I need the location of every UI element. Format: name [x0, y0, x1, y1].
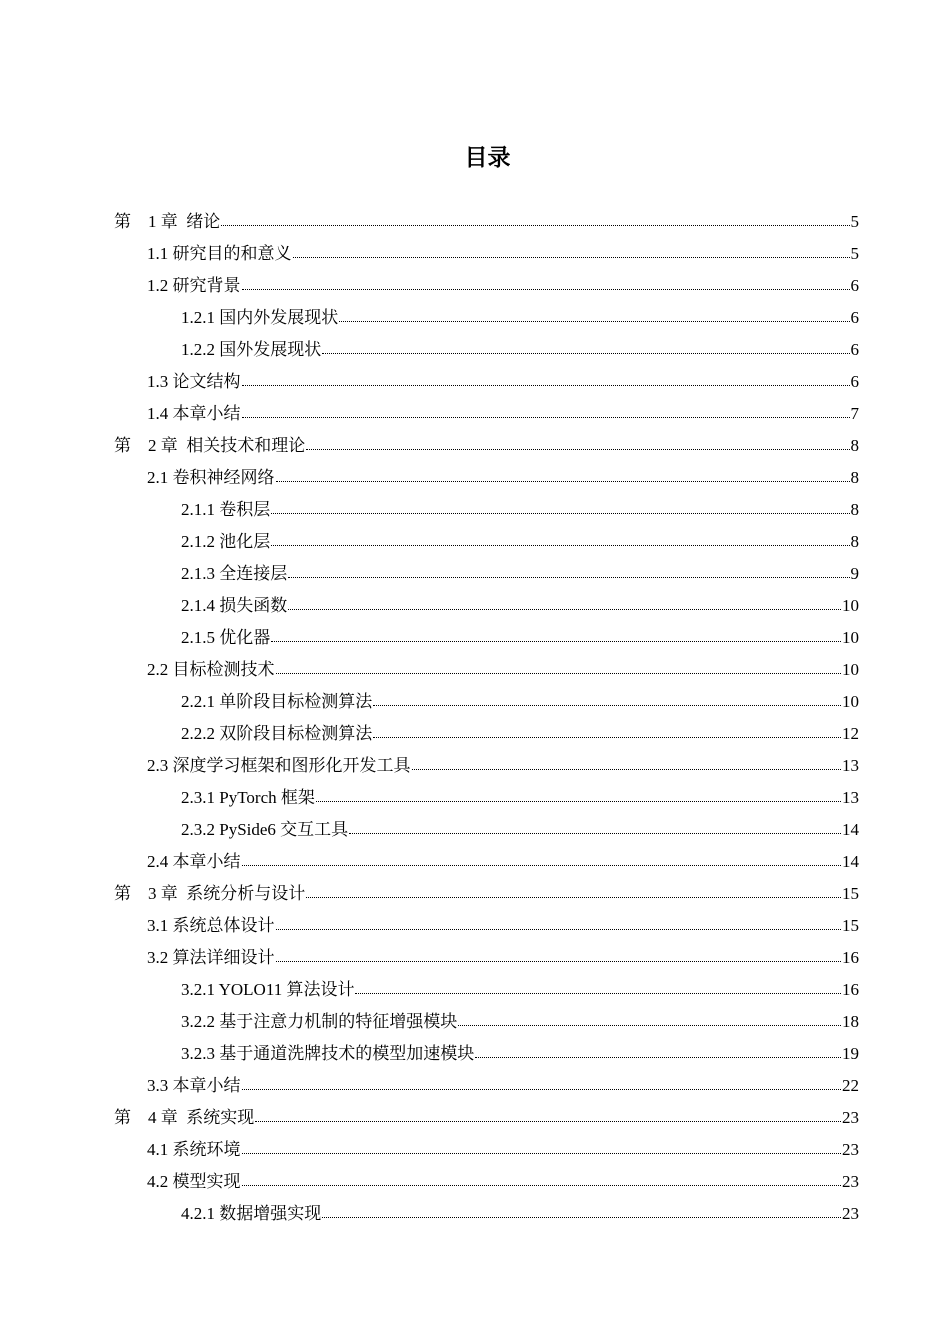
toc-entry[interactable]: [0, 398, 950, 430]
dot-leader: [242, 289, 850, 290]
dot-leader: [271, 641, 841, 642]
toc-entry-label: 2.1.2 池化层: [181, 532, 271, 551]
toc-entry[interactable]: [0, 238, 950, 270]
toc-entry-page-number: 12: [842, 724, 859, 743]
toc-entry[interactable]: [0, 334, 950, 366]
toc-entry-label: 1.1 研究目的和意义: [147, 244, 292, 263]
toc-entry-page-number: 10: [842, 596, 859, 615]
toc-entry[interactable]: [0, 686, 950, 718]
dot-leader: [475, 1057, 841, 1058]
toc-entry-page-number: 9: [850, 564, 859, 583]
dot-leader: [221, 225, 849, 226]
toc-entry[interactable]: [0, 590, 950, 622]
toc-entry-page-number: 10: [842, 660, 859, 679]
toc-entry-page-number: 5: [850, 244, 859, 263]
toc-entry-page-number: 23: [842, 1140, 859, 1159]
toc-list: [0, 206, 950, 1230]
toc-entry[interactable]: [0, 270, 950, 302]
toc-entry-page-number: 15: [842, 884, 859, 903]
toc-entry-page-number: 23: [842, 1204, 859, 1223]
dot-leader: [276, 673, 842, 674]
toc-entry-label: 2.2.1 单阶段目标检测算法: [181, 692, 373, 711]
toc-entry-label: 1.4 本章小结: [147, 404, 241, 423]
toc-entry[interactable]: [0, 718, 950, 750]
toc-entry[interactable]: [0, 1134, 950, 1166]
toc-entry-page-number: 5: [850, 212, 859, 231]
toc-entry[interactable]: [0, 1006, 950, 1038]
toc-entry-label: 第 4 章 系统实现: [114, 1108, 255, 1127]
dot-leader: [322, 1217, 841, 1218]
toc-entry-page-number: 15: [842, 916, 859, 935]
toc-entry-label: 第 1 章 绪论: [114, 212, 221, 231]
toc-entry-label: 1.2.1 国内外发展现状: [181, 308, 339, 327]
toc-entry-page-number: 13: [842, 788, 859, 807]
dot-leader: [316, 801, 841, 802]
toc-entry-page-number: 6: [850, 308, 859, 327]
toc-entry-page-number: 6: [850, 372, 859, 391]
toc-entry-page-number: 19: [842, 1044, 859, 1063]
toc-entry-label: 4.1 系统环境: [147, 1140, 241, 1159]
toc-entry-page-number: 22: [842, 1076, 859, 1095]
dot-leader: [288, 577, 849, 578]
dot-leader: [306, 449, 849, 450]
dot-leader: [271, 513, 849, 514]
dot-leader: [242, 1153, 842, 1154]
toc-entry-page-number: 8: [850, 532, 859, 551]
dot-leader: [458, 1025, 841, 1026]
toc-entry-label: 3.1 系统总体设计: [147, 916, 275, 935]
toc-entry-label: 第 2 章 相关技术和理论: [114, 436, 306, 455]
toc-entry-page-number: 8: [850, 500, 859, 519]
toc-entry[interactable]: [0, 494, 950, 526]
toc-entry[interactable]: [0, 1102, 950, 1134]
toc-entry-page-number: 23: [842, 1172, 859, 1191]
toc-entry-page-number: 10: [842, 692, 859, 711]
dot-leader: [288, 609, 841, 610]
dot-leader: [339, 321, 849, 322]
toc-entry-label: 3.2.1 YOLO11 算法设计: [181, 980, 355, 999]
toc-entry-page-number: 14: [842, 852, 859, 871]
dot-leader: [306, 897, 841, 898]
toc-entry-page-number: 14: [842, 820, 859, 839]
toc-entry-label: 2.1.3 全连接层: [181, 564, 288, 583]
toc-entry[interactable]: [0, 814, 950, 846]
toc-entry-page-number: 16: [842, 948, 859, 967]
dot-leader: [373, 705, 841, 706]
toc-entry-label: 4.2.1 数据增强实现: [181, 1204, 322, 1223]
dot-leader: [276, 929, 842, 930]
toc-entry[interactable]: [0, 878, 950, 910]
toc-entry[interactable]: [0, 302, 950, 334]
toc-entry-page-number: 23: [842, 1108, 859, 1127]
toc-entry[interactable]: [0, 1198, 950, 1230]
dot-leader: [373, 737, 841, 738]
dot-leader: [412, 769, 842, 770]
dot-leader: [242, 1185, 842, 1186]
toc-entry[interactable]: [0, 750, 950, 782]
dot-leader: [276, 961, 842, 962]
toc-entry-page-number: 6: [850, 276, 859, 295]
dot-leader: [242, 1089, 842, 1090]
dot-leader: [242, 417, 850, 418]
toc-entry[interactable]: [0, 942, 950, 974]
toc-entry-label: 2.2.2 双阶段目标检测算法: [181, 724, 373, 743]
toc-entry-label: 3.2.2 基于注意力机制的特征增强模块: [181, 1012, 458, 1031]
toc-entry[interactable]: [0, 526, 950, 558]
toc-entry-page-number: 8: [850, 436, 859, 455]
dot-leader: [355, 993, 841, 994]
toc-entry-label: 3.3 本章小结: [147, 1076, 241, 1095]
dot-leader: [242, 385, 850, 386]
toc-entry-label: 4.2 模型实现: [147, 1172, 241, 1191]
toc-entry-label: 3.2.3 基于通道洗牌技术的模型加速模块: [181, 1044, 475, 1063]
toc-entry-label: 3.2 算法详细设计: [147, 948, 275, 967]
toc-entry-label: 2.3.2 PySide6 交互工具: [181, 820, 349, 839]
toc-entry[interactable]: [0, 1070, 950, 1102]
toc-entry-label: 1.3 论文结构: [147, 372, 241, 391]
toc-entry[interactable]: [0, 782, 950, 814]
dot-leader: [255, 1121, 841, 1122]
dot-leader: [293, 257, 850, 258]
dot-leader: [242, 865, 842, 866]
toc-entry-label: 2.4 本章小结: [147, 852, 241, 871]
toc-entry[interactable]: [0, 558, 950, 590]
toc-entry[interactable]: [0, 622, 950, 654]
dot-leader: [349, 833, 841, 834]
toc-entry-page-number: 10: [842, 628, 859, 647]
toc-entry[interactable]: [0, 910, 950, 942]
toc-entry-label: 第 3 章 系统分析与设计: [114, 884, 306, 903]
toc-entry-page-number: 7: [850, 404, 859, 423]
toc-entry-label: 1.2.2 国外发展现状: [181, 340, 322, 359]
dot-leader: [271, 545, 849, 546]
toc-title: 目录: [464, 145, 511, 171]
toc-entry[interactable]: [0, 462, 950, 494]
toc-entry[interactable]: [0, 206, 950, 238]
toc-entry[interactable]: [0, 1038, 950, 1070]
toc-entry-page-number: 8: [850, 468, 859, 487]
toc-entry-page-number: 16: [842, 980, 859, 999]
toc-entry-label: 2.3.1 PyTorch 框架: [181, 788, 315, 807]
toc-entry[interactable]: [0, 430, 950, 462]
toc-entry-page-number: 13: [842, 756, 859, 775]
toc-entry-label: 2.2 目标检测技术: [147, 660, 275, 679]
toc-entry-page-number: 6: [850, 340, 859, 359]
toc-entry[interactable]: [0, 654, 950, 686]
toc-entry-label: 2.1.5 优化器: [181, 628, 271, 647]
toc-entry-label: 2.1.1 卷积层: [181, 500, 271, 519]
toc-entry-label: 2.1 卷积神经网络: [147, 468, 275, 487]
toc-entry[interactable]: [0, 974, 950, 1006]
toc-entry[interactable]: [0, 846, 950, 878]
toc-entry-label: 2.1.4 损失函数: [181, 596, 288, 615]
toc-entry[interactable]: [0, 1166, 950, 1198]
toc-entry[interactable]: [0, 366, 950, 398]
toc-entry-page-number: 18: [842, 1012, 859, 1031]
toc-entry-label: 2.3 深度学习框架和图形化开发工具: [147, 756, 411, 775]
toc-entry-label: 1.2 研究背景: [147, 276, 241, 295]
dot-leader: [276, 481, 850, 482]
dot-leader: [322, 353, 849, 354]
